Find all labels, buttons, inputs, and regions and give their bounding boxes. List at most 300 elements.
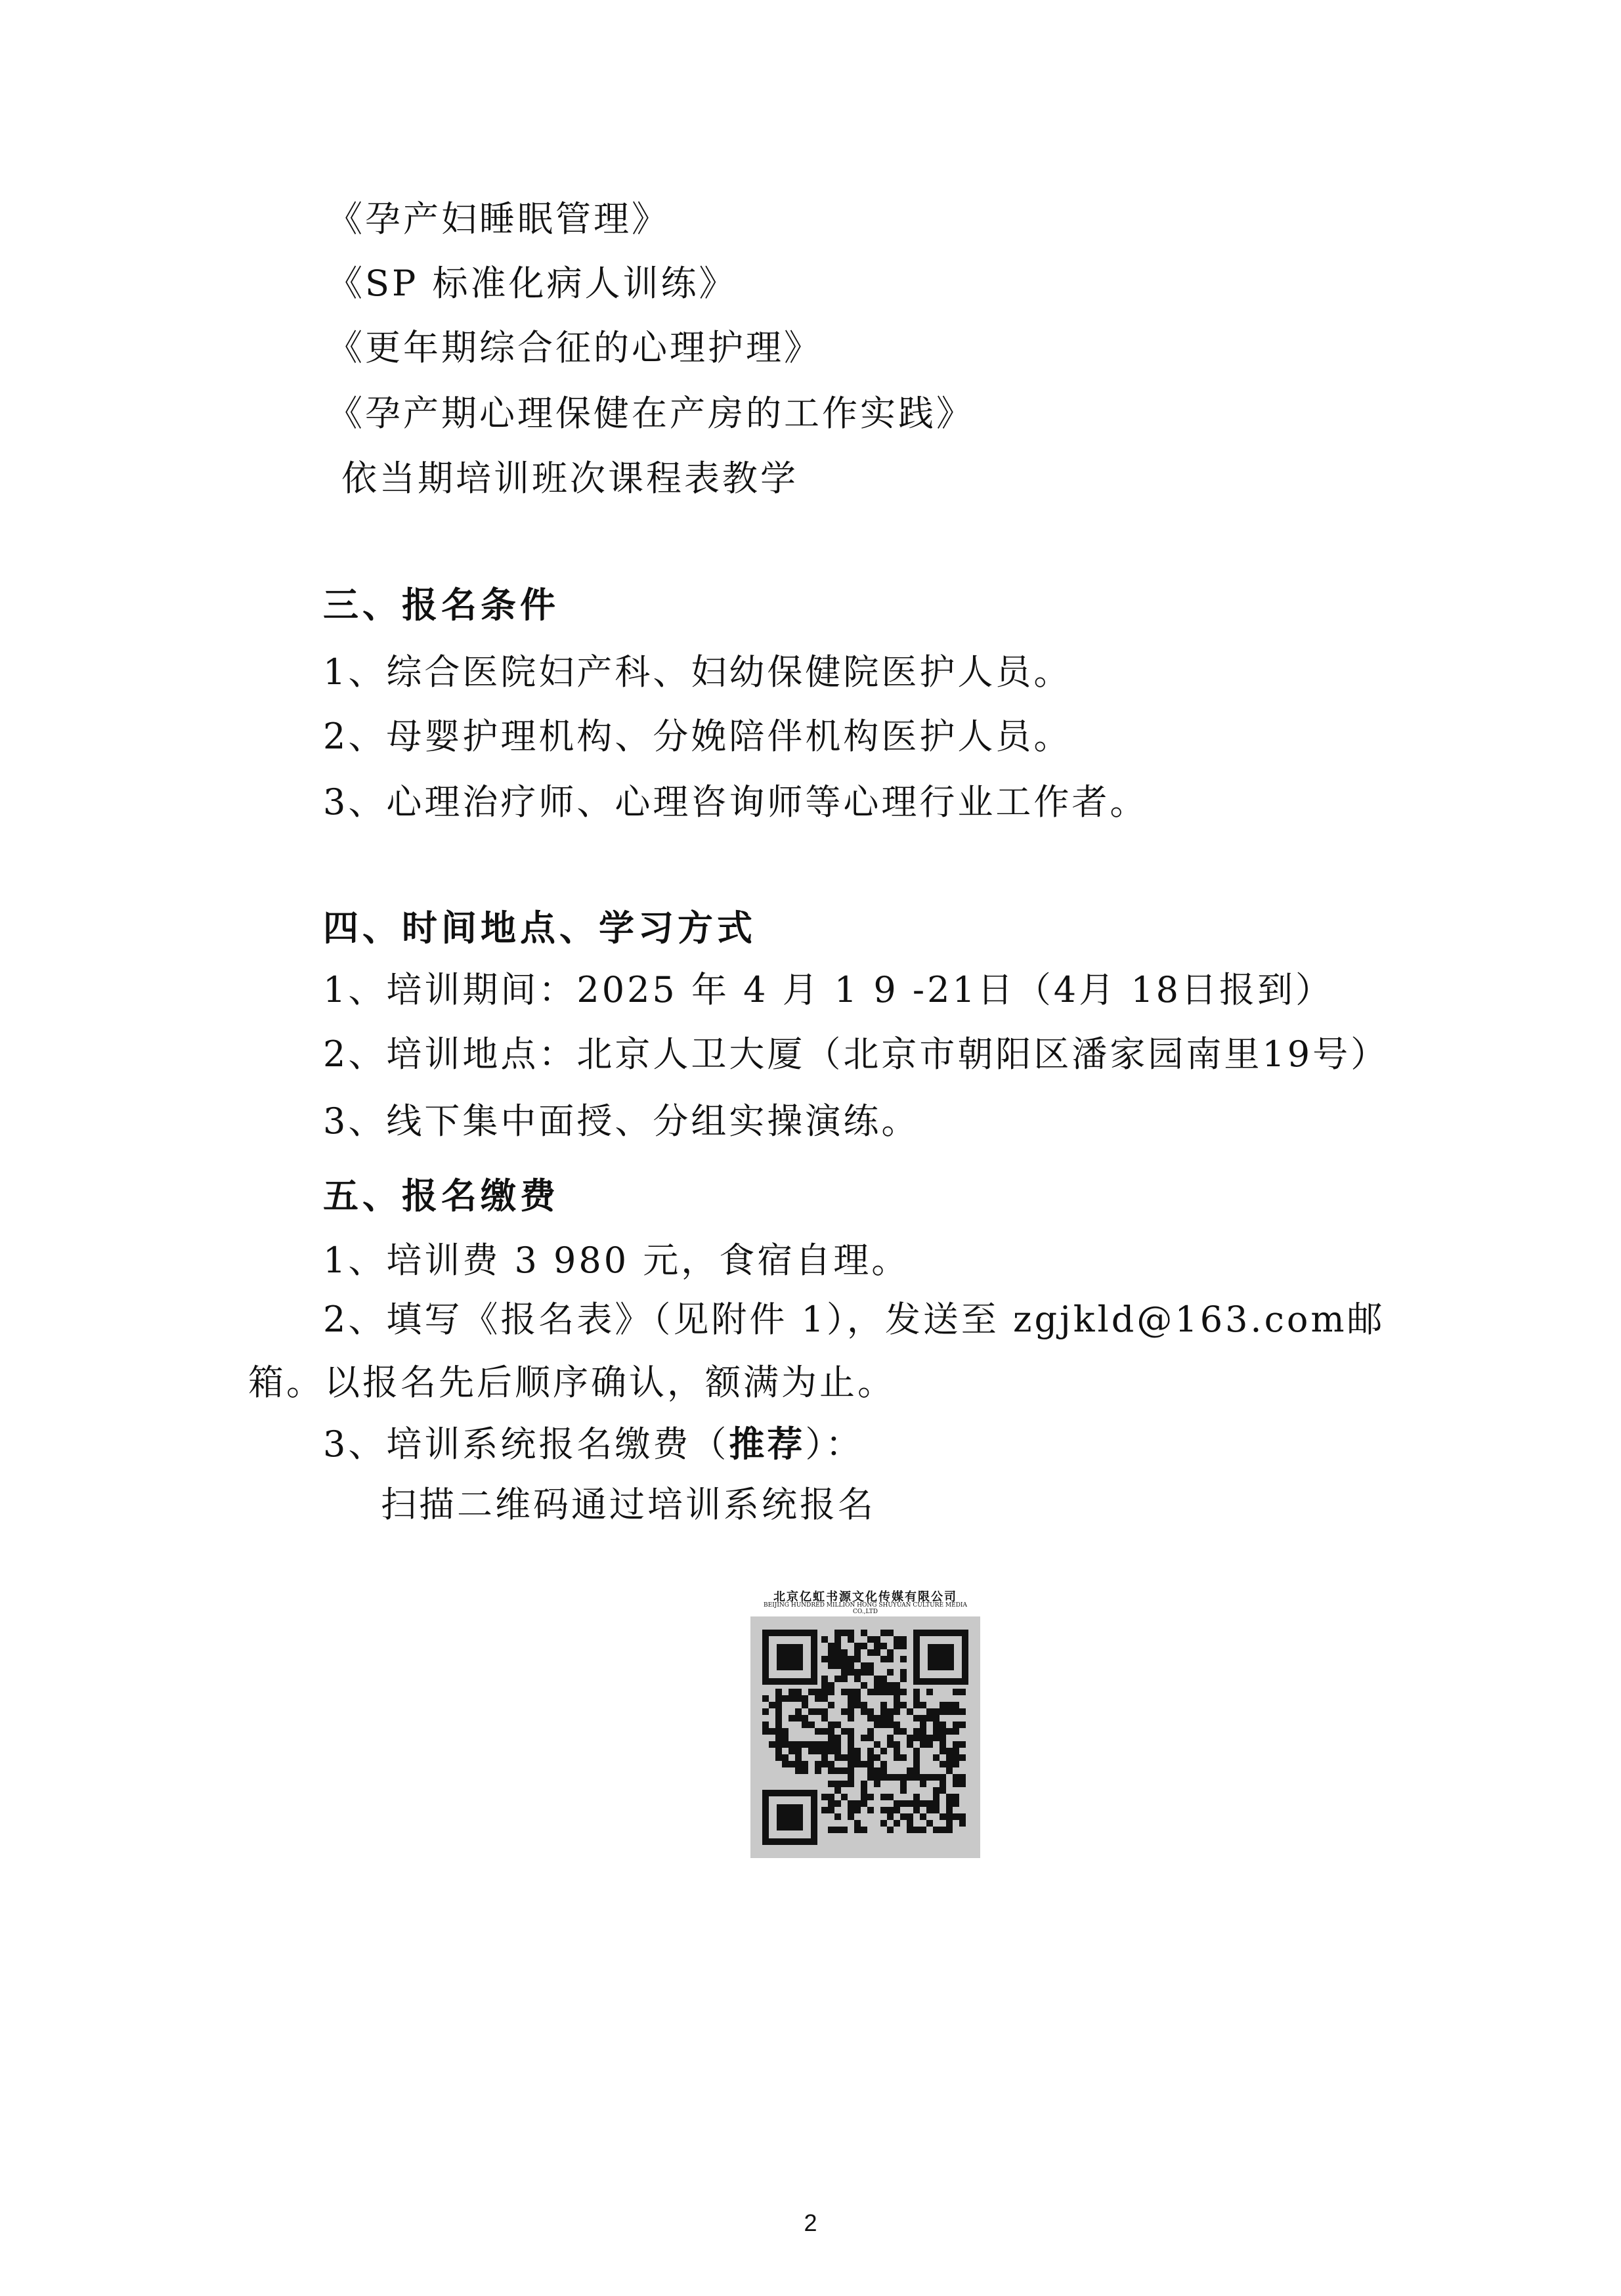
qr-module — [920, 1715, 926, 1722]
qr-module — [828, 1761, 834, 1767]
qr-module — [907, 1735, 913, 1741]
qr-module — [828, 1741, 834, 1748]
qr-module — [861, 1787, 867, 1794]
qr-module — [834, 1781, 841, 1787]
qr-module — [782, 1754, 789, 1761]
qr-module — [874, 1676, 880, 1682]
qr-module — [887, 1669, 894, 1676]
qr-module — [867, 1754, 874, 1761]
course-item: 《孕产妇睡眠管理》 — [327, 198, 670, 240]
qr-module — [821, 1708, 828, 1715]
qr-code-image[interactable] — [750, 1616, 980, 1858]
qr-module — [834, 1676, 841, 1682]
qr-module — [880, 1656, 887, 1662]
qr-module — [920, 1741, 926, 1748]
page-number: 2 — [804, 2209, 817, 2236]
qr-module — [815, 1695, 821, 1702]
qr-module — [887, 1735, 894, 1741]
qr-module — [815, 1741, 821, 1748]
qr-module — [848, 1741, 854, 1748]
qr-module — [841, 1781, 848, 1787]
qr-module — [867, 1774, 874, 1781]
qr-module — [821, 1676, 828, 1682]
qr-module — [828, 1794, 834, 1800]
qr-module — [946, 1800, 953, 1807]
qr-module — [874, 1722, 880, 1728]
qr-module — [775, 1728, 782, 1735]
qr-module — [834, 1722, 841, 1728]
qr-module — [867, 1794, 874, 1800]
qr-module — [887, 1774, 894, 1781]
qr-module — [802, 1722, 808, 1728]
qr-module — [913, 1695, 920, 1702]
qr-module — [900, 1643, 907, 1649]
qr-module — [808, 1708, 815, 1715]
qr-module — [913, 1800, 920, 1807]
qr-module — [867, 1735, 874, 1741]
qr-module — [815, 1761, 821, 1767]
qr-module — [828, 1682, 834, 1689]
qr-module — [834, 1630, 841, 1636]
qr-module — [841, 1708, 848, 1715]
qr-module — [900, 1676, 907, 1682]
qr-module — [828, 1649, 834, 1656]
qr-module — [894, 1689, 900, 1695]
qr-module — [867, 1767, 874, 1774]
qr-module — [920, 1702, 926, 1708]
qr-module — [762, 1728, 769, 1735]
qr-module — [920, 1774, 926, 1781]
time-location-item: 3、线下集中面授、分组实操演练。 — [323, 1100, 920, 1142]
qr-module — [920, 1827, 926, 1833]
qr-module — [841, 1767, 848, 1774]
course-item: 《孕产期心理保健在产房的工作实践》 — [327, 393, 974, 434]
qr-module — [880, 1794, 887, 1800]
qr-module — [789, 1761, 795, 1767]
qr-module — [762, 1708, 769, 1715]
course-note: 依当期培训班次课程表教学 — [341, 458, 798, 499]
qr-module — [834, 1636, 841, 1643]
qr-module — [867, 1689, 874, 1695]
qr-module — [795, 1767, 802, 1774]
qr-module — [867, 1708, 874, 1715]
qr-module — [848, 1800, 854, 1807]
qr-module — [887, 1649, 894, 1656]
qr-module — [933, 1774, 940, 1781]
qr-module — [907, 1767, 913, 1774]
qr-module — [880, 1774, 887, 1781]
qr-module — [834, 1827, 841, 1833]
qr-module — [946, 1748, 953, 1754]
qr-module — [940, 1774, 946, 1781]
qr-module — [913, 1754, 920, 1761]
qr-module — [841, 1662, 848, 1669]
qr-module — [834, 1656, 841, 1662]
qr-module — [874, 1649, 880, 1656]
course-item: 《更年期综合征的心理护理》 — [327, 327, 822, 368]
qr-module — [933, 1800, 940, 1807]
qr-module — [959, 1708, 966, 1715]
qr-module — [953, 1754, 959, 1761]
qr-module — [828, 1722, 834, 1728]
qr-module — [880, 1767, 887, 1774]
qr-module — [880, 1748, 887, 1754]
qr-module — [907, 1800, 913, 1807]
qr-module — [834, 1754, 841, 1761]
payment-item-system-prefix: 3、培训系统报名缴费（ — [323, 1423, 729, 1465]
qr-module — [946, 1702, 953, 1708]
qr-module — [940, 1781, 946, 1787]
qr-module — [815, 1708, 821, 1715]
qr-module — [867, 1761, 874, 1767]
qr-module — [795, 1748, 802, 1754]
qr-module — [848, 1662, 854, 1669]
qr-module — [848, 1813, 854, 1820]
qr-module — [854, 1656, 861, 1662]
qr-module — [894, 1820, 900, 1827]
qr-module — [900, 1800, 907, 1807]
qr-module — [775, 1695, 782, 1702]
qr-module — [782, 1728, 789, 1735]
qr-module — [940, 1813, 946, 1820]
qr-module — [953, 1813, 959, 1820]
qr-module — [789, 1741, 795, 1748]
qr-module — [959, 1754, 966, 1761]
qr-module — [854, 1748, 861, 1754]
time-location-item: 2、培训地点：北京人卫大厦（北京市朝阳区潘家园南里19号） — [323, 1033, 1389, 1075]
qr-module — [880, 1807, 887, 1813]
qr-module — [848, 1728, 854, 1735]
qr-module — [828, 1689, 834, 1695]
qr-module — [821, 1754, 828, 1761]
condition-item: 2、母婴护理机构、分娩陪伴机构医护人员。 — [323, 716, 1072, 757]
qr-module — [900, 1728, 907, 1735]
qr-module — [953, 1748, 959, 1754]
qr-module — [782, 1741, 789, 1748]
qr-module — [782, 1735, 789, 1741]
qr-module — [900, 1787, 907, 1794]
qr-module — [926, 1820, 933, 1827]
qr-module — [946, 1807, 953, 1813]
qr-module — [907, 1827, 913, 1833]
condition-item: 3、心理治疗师、心理咨询师等心理行业工作者。 — [323, 781, 1148, 823]
qr-module — [821, 1741, 828, 1748]
qr-module — [953, 1800, 959, 1807]
qr-module — [854, 1649, 861, 1656]
qr-module — [887, 1682, 894, 1689]
qr-module — [775, 1735, 782, 1741]
qr-module — [894, 1774, 900, 1781]
qr-module — [841, 1794, 848, 1800]
qr-module — [926, 1735, 933, 1741]
qr-module — [841, 1689, 848, 1695]
qr-module — [848, 1689, 854, 1695]
qr-module — [880, 1708, 887, 1715]
qr-module — [926, 1708, 933, 1715]
qr-module — [874, 1682, 880, 1689]
course-item: 《SP 标准化病人训练》 — [327, 263, 737, 304]
qr-module — [834, 1787, 841, 1794]
qr-module — [848, 1702, 854, 1708]
qr-module — [940, 1827, 946, 1833]
qr-module — [959, 1774, 966, 1781]
qr-module — [854, 1669, 861, 1676]
recommended-label: 推荐 — [729, 1423, 806, 1465]
qr-module — [887, 1794, 894, 1800]
qr-module — [861, 1702, 867, 1708]
qr-module — [795, 1741, 802, 1748]
qr-module — [808, 1748, 815, 1754]
qr-module — [828, 1748, 834, 1754]
qr-module — [946, 1761, 953, 1767]
qr-module — [880, 1820, 887, 1827]
qr-module — [854, 1807, 861, 1813]
qr-module — [959, 1781, 966, 1787]
qr-module — [900, 1669, 907, 1676]
payment-item-form-line2: 箱。以报名先后顺序确认，额满为止。 — [248, 1362, 896, 1403]
qr-module — [848, 1656, 854, 1662]
qr-module — [913, 1748, 920, 1754]
qr-module — [926, 1715, 933, 1722]
qr-module — [815, 1689, 821, 1695]
qr-module — [854, 1827, 861, 1833]
qr-module — [933, 1807, 940, 1813]
qr-module — [834, 1800, 841, 1807]
qr-module — [887, 1630, 894, 1636]
payment-item-system-suffix: ）： — [805, 1423, 864, 1465]
qr-module — [940, 1748, 946, 1754]
qr-module — [815, 1728, 821, 1735]
qr-module — [861, 1708, 867, 1715]
qr-module — [795, 1754, 802, 1761]
qr-module — [874, 1781, 880, 1787]
qr-module — [907, 1820, 913, 1827]
qr-module — [821, 1656, 828, 1662]
qr-module — [775, 1702, 782, 1708]
qr-module — [894, 1807, 900, 1813]
qr-module — [913, 1728, 920, 1735]
qr-scan-note: 扫描二维码通过培训系统报名 — [381, 1484, 876, 1525]
qr-module — [946, 1813, 953, 1820]
qr-module — [953, 1708, 959, 1715]
qr-module — [867, 1636, 874, 1643]
qr-module — [848, 1630, 854, 1636]
qr-module — [821, 1748, 828, 1754]
qr-module — [848, 1636, 854, 1643]
qr-module — [848, 1715, 854, 1722]
qr-module — [953, 1741, 959, 1748]
qr-module — [913, 1807, 920, 1813]
qr-module — [815, 1748, 821, 1754]
qr-module — [861, 1662, 867, 1669]
qr-module — [946, 1827, 953, 1833]
qr-module — [854, 1695, 861, 1702]
qr-module — [828, 1643, 834, 1649]
qr-module — [926, 1741, 933, 1748]
qr-code-icon — [750, 1616, 980, 1858]
qr-module — [913, 1715, 920, 1722]
qr-module — [887, 1807, 894, 1813]
qr-module — [775, 1748, 782, 1754]
qr-module — [861, 1669, 867, 1676]
qr-module — [933, 1827, 940, 1833]
qr-module — [887, 1813, 894, 1820]
qr-module — [762, 1695, 769, 1702]
qr-module — [959, 1820, 966, 1827]
qr-module — [861, 1682, 867, 1689]
qr-module — [933, 1735, 940, 1741]
qr-module — [940, 1702, 946, 1708]
qr-module — [867, 1715, 874, 1722]
qr-module — [920, 1722, 926, 1728]
qr-module — [795, 1708, 802, 1715]
qr-module — [953, 1722, 959, 1728]
qr-module — [775, 1708, 782, 1715]
qr-module — [834, 1735, 841, 1741]
qr-module — [775, 1741, 782, 1748]
qr-module — [848, 1748, 854, 1754]
qr-module — [821, 1807, 828, 1813]
qr-module — [841, 1827, 848, 1833]
qr-module — [880, 1702, 887, 1708]
qr-module — [841, 1728, 848, 1735]
qr-module — [861, 1761, 867, 1767]
qr-module — [841, 1649, 848, 1656]
qr-module — [808, 1741, 815, 1748]
qr-module — [900, 1781, 907, 1787]
qr-module — [795, 1689, 802, 1695]
qr-module — [933, 1715, 940, 1722]
qr-module — [848, 1735, 854, 1741]
qr-module — [940, 1722, 946, 1728]
qr-module — [920, 1800, 926, 1807]
qr-module — [953, 1728, 959, 1735]
qr-module — [913, 1794, 920, 1800]
qr-module — [834, 1741, 841, 1748]
qr-module — [880, 1643, 887, 1649]
qr-module — [946, 1767, 953, 1774]
qr-module — [933, 1754, 940, 1761]
qr-module — [848, 1761, 854, 1767]
qr-module — [874, 1689, 880, 1695]
qr-module — [874, 1715, 880, 1722]
qr-module — [828, 1807, 834, 1813]
qr-module — [913, 1767, 920, 1774]
qr-module — [920, 1735, 926, 1741]
qr-module — [926, 1807, 933, 1813]
qr-module — [940, 1761, 946, 1767]
qr-module — [946, 1728, 953, 1735]
qr-module — [907, 1774, 913, 1781]
qr-module — [821, 1761, 828, 1767]
qr-module — [854, 1643, 861, 1649]
qr-module — [953, 1761, 959, 1767]
qr-module — [854, 1820, 861, 1827]
qr-module — [900, 1689, 907, 1695]
qr-module — [769, 1741, 775, 1748]
qr-module — [900, 1813, 907, 1820]
qr-module — [894, 1643, 900, 1649]
section-heading-registration-payment: 五、报名缴费 — [323, 1175, 559, 1217]
qr-module — [887, 1722, 894, 1728]
qr-module — [769, 1728, 775, 1735]
qr-module — [900, 1636, 907, 1643]
qr-module — [894, 1695, 900, 1702]
qr-module — [828, 1662, 834, 1669]
qr-module — [920, 1728, 926, 1735]
qr-module — [913, 1827, 920, 1833]
qr-module — [834, 1649, 841, 1656]
qr-module — [880, 1676, 887, 1682]
qr-module — [907, 1741, 913, 1748]
qr-module — [894, 1741, 900, 1748]
qr-module — [933, 1722, 940, 1728]
qr-module — [841, 1656, 848, 1662]
qr-module — [861, 1827, 867, 1833]
qr-module — [795, 1715, 802, 1722]
qr-module — [874, 1741, 880, 1748]
qr-module — [887, 1715, 894, 1722]
qr-module — [940, 1741, 946, 1748]
qr-module — [775, 1715, 782, 1722]
qr-module — [854, 1676, 861, 1682]
qr-module — [841, 1754, 848, 1761]
qr-module — [894, 1682, 900, 1689]
qr-module — [789, 1715, 795, 1722]
qr-module — [867, 1649, 874, 1656]
qr-module — [894, 1800, 900, 1807]
qr-module — [841, 1669, 848, 1676]
qr-module — [880, 1682, 887, 1689]
qr-module — [953, 1689, 959, 1695]
qr-module — [854, 1800, 861, 1807]
qr-module — [841, 1630, 848, 1636]
qr-module — [789, 1695, 795, 1702]
qr-module — [874, 1636, 880, 1643]
qr-module — [828, 1735, 834, 1741]
qr-module — [854, 1702, 861, 1708]
qr-module — [874, 1767, 880, 1774]
qr-module — [854, 1754, 861, 1761]
qr-module — [795, 1761, 802, 1767]
payment-item-system — [323, 1423, 863, 1466]
qr-module — [900, 1774, 907, 1781]
qr-module — [946, 1708, 953, 1715]
time-location-item: 1、培训期间：2025 年 4 月 1 9 -21日（4月 18日报到） — [323, 969, 1334, 1010]
qr-module — [933, 1708, 940, 1715]
qr-module — [848, 1708, 854, 1715]
qr-module — [861, 1800, 867, 1807]
qr-module — [867, 1807, 874, 1813]
qr-module — [926, 1774, 933, 1781]
qr-module — [802, 1695, 808, 1702]
qr-module — [900, 1656, 907, 1662]
qr-module — [933, 1728, 940, 1735]
qr-module — [913, 1689, 920, 1695]
qr-module — [861, 1643, 867, 1649]
qr-module — [880, 1722, 887, 1728]
qr-caption: 北京亿虹书源文化传媒有限公司 — [773, 1590, 957, 1604]
qr-module — [854, 1761, 861, 1767]
qr-module — [933, 1794, 940, 1800]
qr-module — [933, 1787, 940, 1794]
qr-module — [775, 1689, 782, 1695]
qr-module — [926, 1689, 933, 1695]
section-heading-registration-conditions: 三、报名条件 — [323, 584, 559, 626]
qr-module — [821, 1636, 828, 1643]
qr-module — [887, 1827, 894, 1833]
qr-module — [861, 1794, 867, 1800]
